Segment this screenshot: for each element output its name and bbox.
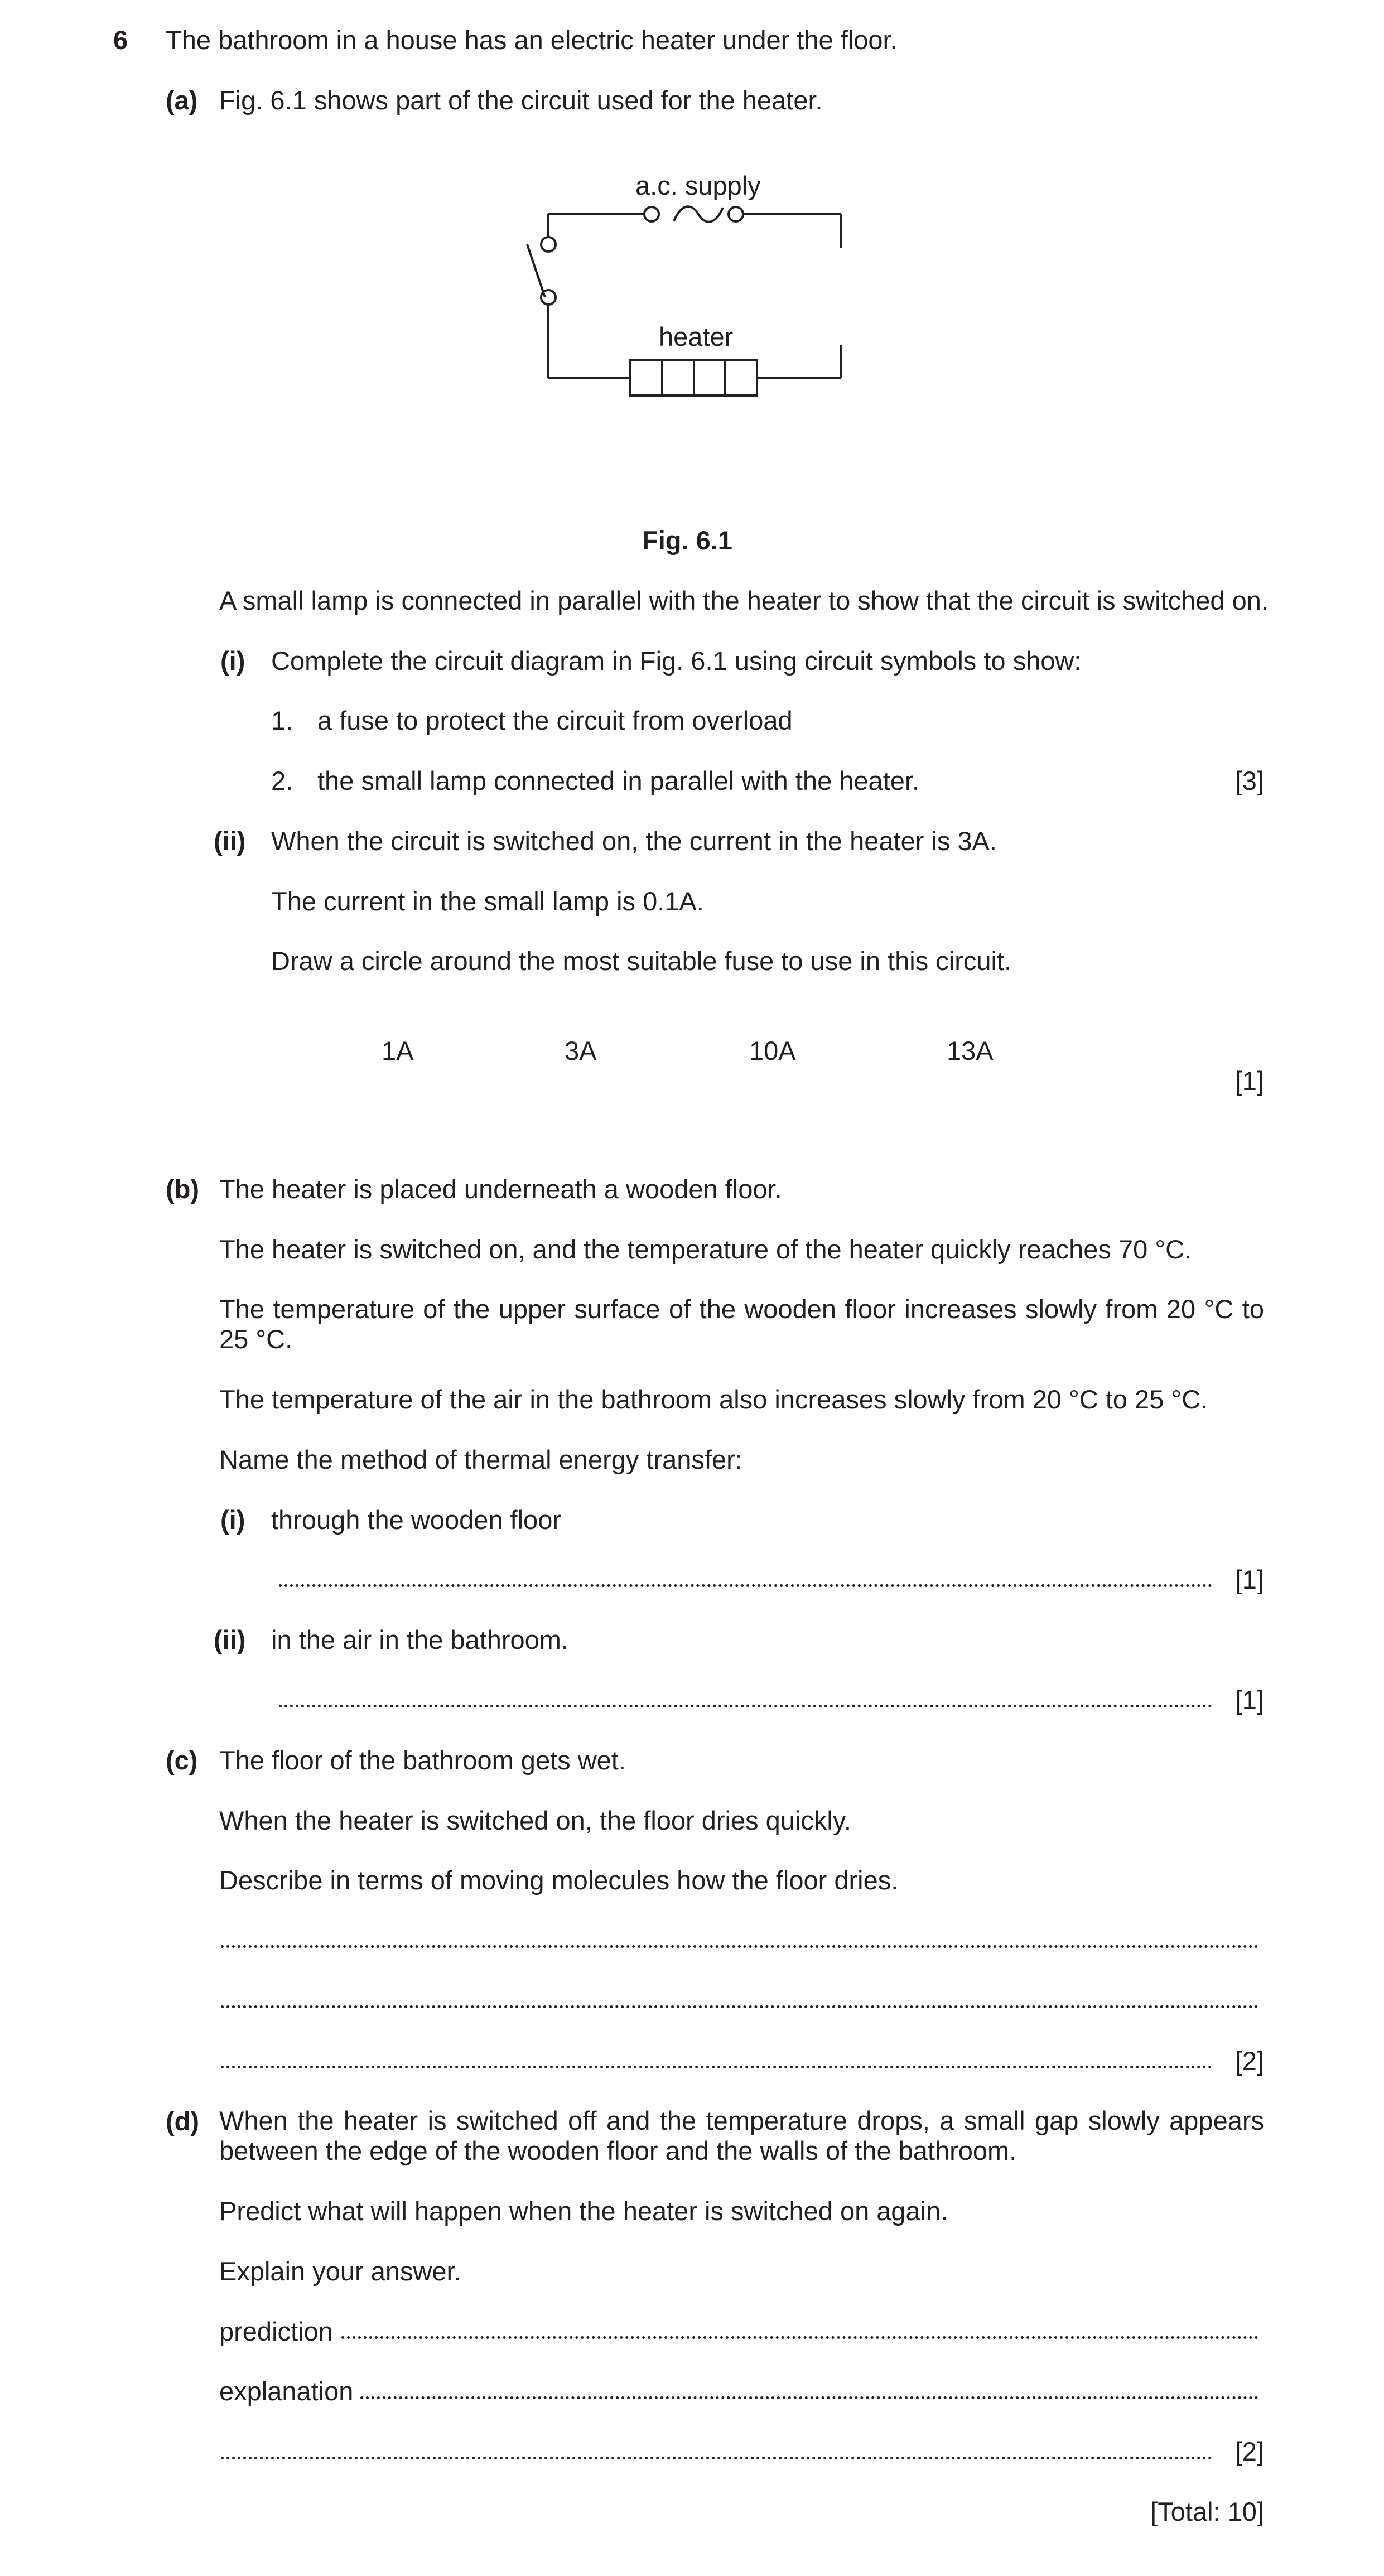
part-a-label: (a)	[166, 85, 198, 115]
part-b-line5: Name the method of thermal energy transfer:	[219, 1445, 742, 1474]
part-a-i-item-2-num: 2.	[271, 766, 293, 795]
part-b-line1: The heater is placed underneath a wooden floor.	[219, 1174, 782, 1204]
part-b-ii-label: (ii)	[214, 1625, 246, 1654]
part-b-label: (b)	[166, 1174, 200, 1204]
part-a-ii-line3: Draw a circle around the most suitable fuse to use in this circuit.	[271, 946, 1012, 976]
part-a-intro: Fig. 6.1 shows part of the circuit used for the heater.	[219, 85, 823, 115]
part-b-i-label: (i)	[220, 1505, 245, 1535]
part-a-i-item-1-num: 1.	[271, 706, 293, 735]
part-a-i-label: (i)	[220, 646, 245, 676]
part-b-ii-text: in the air in the bathroom.	[271, 1625, 568, 1654]
switch-contact-top	[541, 237, 556, 252]
answer-line-b-ii[interactable]	[279, 1701, 1212, 1707]
part-a-i-item-2-text: the small lamp connected in parallel with the heater.	[317, 766, 920, 795]
part-d-marks: [2]	[1234, 2437, 1264, 2466]
part-b-line4: The temperature of the air in the bathroom also increases slowly from 20 °C to 25 °C.	[219, 1385, 1208, 1414]
heater-label: heater	[659, 322, 734, 351]
part-a-i-marks: [3]	[1234, 766, 1264, 795]
part-c-label: (c)	[166, 1745, 198, 1775]
total-marks: [Total: 10]	[1150, 2497, 1264, 2526]
figure-caption: Fig. 6.1	[642, 525, 732, 555]
fuse-option-10a[interactable]: 10A	[749, 1036, 796, 1065]
explanation-answer-line[interactable]	[360, 2393, 1258, 2399]
part-b-line3: The temperature of the upper surface of the wooden floor increases slowly from 20 °C to 25 °C.	[219, 1294, 1264, 1354]
part-b-line2: The heater is switched on, and the temperature of the heater quickly reaches 70 °C.	[219, 1234, 1192, 1264]
part-b-i-text: through the wooden floor	[271, 1505, 561, 1535]
part-a-ii-label: (ii)	[214, 826, 246, 856]
part-a-ii-line1: When the circuit is switched on, the current in the heater is 3A.	[271, 826, 997, 856]
circuit-diagram	[0, 0, 1384, 558]
question-number: 6	[113, 25, 128, 55]
answer-line-c-1[interactable]	[221, 1942, 1258, 1948]
switch-contact-bottom	[541, 290, 556, 305]
ac-symbol	[674, 206, 723, 222]
part-a-ii-marks: [1]	[1234, 1066, 1264, 1096]
part-c-line2: When the heater is switched on, the floor dries quickly.	[219, 1806, 851, 1835]
ac-terminal-left	[644, 207, 659, 221]
answer-line-b-i[interactable]	[279, 1581, 1212, 1587]
part-b-ii-marks: [1]	[1234, 1685, 1264, 1715]
ac-supply-label: a.c. supply	[635, 171, 761, 200]
part-a-i-item-1-text: a fuse to protect the circuit from overload	[317, 706, 793, 735]
answer-line-c-3[interactable]	[221, 2062, 1212, 2068]
part-b-i-marks: [1]	[1234, 1565, 1264, 1594]
part-c-line1: The floor of the bathroom gets wet.	[219, 1745, 626, 1775]
fuse-option-3a[interactable]: 3A	[565, 1036, 597, 1065]
part-a-i-text: Complete the circuit diagram in Fig. 6.1 using circuit symbols to show:	[271, 646, 1082, 676]
part-a-ii-line2: The current in the small lamp is 0.1A.	[271, 886, 704, 916]
fuse-option-13a[interactable]: 13A	[947, 1036, 994, 1065]
part-c-marks: [2]	[1234, 2046, 1264, 2076]
part-a-context: A small lamp is connected in parallel with the heater to show that the circuit is switched on.	[219, 586, 1269, 615]
part-d-line2: Predict what will happen when the heater is switched on again.	[219, 2196, 948, 2226]
answer-line-c-2[interactable]	[221, 2002, 1258, 2008]
fuse-option-1a[interactable]: 1A	[382, 1036, 414, 1065]
part-c-line3: Describe in terms of moving molecules how the floor dries.	[219, 1865, 899, 1895]
part-d-line3: Explain your answer.	[219, 2256, 461, 2286]
part-d-label: (d)	[166, 2106, 200, 2136]
question-stem: The bathroom in a house has an electric heater under the floor.	[166, 25, 898, 55]
switch-lever	[527, 244, 545, 297]
part-d-line1: When the heater is switched off and the temperature drops, a small gap slowly appears between the edge of the wooden floor and the walls of the bathroom.	[219, 2106, 1264, 2165]
prediction-label: prediction	[219, 2317, 333, 2346]
prediction-answer-line[interactable]	[341, 2333, 1258, 2339]
ac-terminal-right	[729, 207, 743, 221]
explanation-label: explanation	[219, 2376, 354, 2406]
explanation-answer-line-2[interactable]	[221, 2453, 1212, 2459]
